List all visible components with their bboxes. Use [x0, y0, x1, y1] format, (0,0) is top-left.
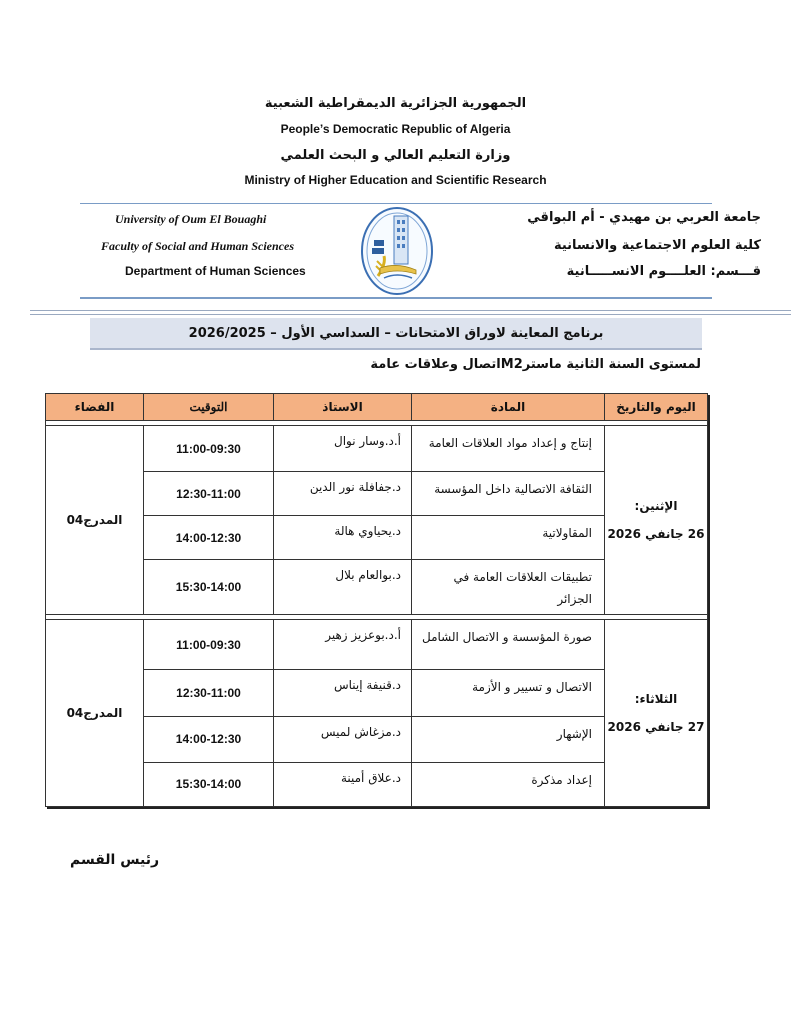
department-ar: قـــسم: العلــــوم الانســـــانية [566, 264, 761, 279]
place-cell: المدرج04 [46, 620, 144, 807]
header-subject: المادة [412, 394, 605, 421]
time-cell: 11:00-09:30 [144, 426, 274, 472]
university-ar: جامعة العربي بن مهيدي - أم البواقي [527, 210, 761, 225]
university-en: University of Oum El Bouaghi [115, 212, 267, 226]
day-name: الإثنين: [634, 499, 678, 513]
time-cell: 15:30-14:00 [144, 560, 274, 615]
place-cell: المدرج04 [46, 426, 144, 615]
day-name: الثلاثاء: [634, 692, 678, 706]
header-day: اليوم والتاريخ [605, 394, 708, 421]
page-divider [30, 310, 791, 315]
subject-cell: صورة المؤسسة و الاتصال الشامل [412, 620, 605, 670]
header-place: الفضاء [46, 394, 144, 421]
time-cell: 14:00-12:30 [144, 716, 274, 762]
day-cell [605, 426, 708, 615]
subject-cell: المقاولاتية [412, 516, 605, 560]
professor-cell: د.بوالعام بلال [274, 560, 412, 615]
header-rule-top [80, 203, 712, 204]
time-cell: 11:00-09:30 [144, 620, 274, 670]
time-cell: 12:30-11:00 [144, 670, 274, 716]
header-professor: الاستاذ [274, 394, 412, 421]
subject-cell: إعداد مذكرة [412, 762, 605, 806]
professor-cell: د.علاق أمينة [274, 762, 412, 806]
header-rule-bottom [80, 297, 712, 299]
ministry-ar: وزارة التعليم العالي و البحث العلمي [280, 148, 511, 163]
header-time: التوقيت [144, 394, 274, 421]
time-cell: 12:30-11:00 [144, 472, 274, 516]
professor-cell: د.جفافلة نور الدين [274, 472, 412, 516]
professor-cell: د.يحياوي هالة [274, 516, 412, 560]
department-head-signature-label: رئيس القسم [70, 852, 160, 868]
table-header-row [46, 394, 708, 421]
department-en: Department of Human Sciences [125, 264, 306, 278]
faculty-en: Faculty of Social and Human Sciences [101, 239, 295, 253]
day-cell [605, 620, 708, 807]
faculty-ar: كلية العلوم الاجتماعية والانسانية [553, 238, 761, 253]
university-logo-icon [360, 206, 434, 296]
schedule-table [45, 393, 708, 807]
professor-cell: د.مزغاش لميس [274, 716, 412, 762]
subject-cell: إنتاج و إعداد مواد العلاقات العامة [412, 426, 605, 472]
professor-cell: د.قنيفة إيناس [274, 670, 412, 716]
day-date: 26 جانفي 2026 [607, 527, 705, 541]
time-cell: 15:30-14:00 [144, 762, 274, 806]
day-date: 27 جانفي 2026 [607, 720, 705, 734]
table-row [46, 426, 708, 472]
time-cell: 14:00-12:30 [144, 516, 274, 560]
republic-en: People’s Democratic Republic of Algeria [280, 122, 511, 136]
professor-cell: أ.د.وسار نوال [274, 426, 412, 472]
professor-cell: أ.د.بوعزيز زهير [274, 620, 412, 670]
ministry-en: Ministry of Higher Education and Scientific Research [244, 173, 547, 187]
subject-cell: الاتصال و تسيير و الأزمة [412, 670, 605, 716]
subject-cell: الثقافة الاتصالية داخل المؤسسة [412, 472, 605, 516]
republic-ar: الجمهورية الجزائرية الديمقراطية الشعبية [264, 96, 527, 111]
subject-cell: الإشهار [412, 716, 605, 762]
table-row [46, 620, 708, 670]
subject-cell: تطبيقات العلاقات العامة في الجزائر [412, 560, 605, 615]
schedule-title: برنامج المعاينة لاوراق الامتحانات – السداسي الأول – 2026/2025 [90, 318, 702, 350]
level-subtitle: لمستوى السنة الثانية ماسترM2اتصال وعلاقات عامة [370, 357, 701, 372]
